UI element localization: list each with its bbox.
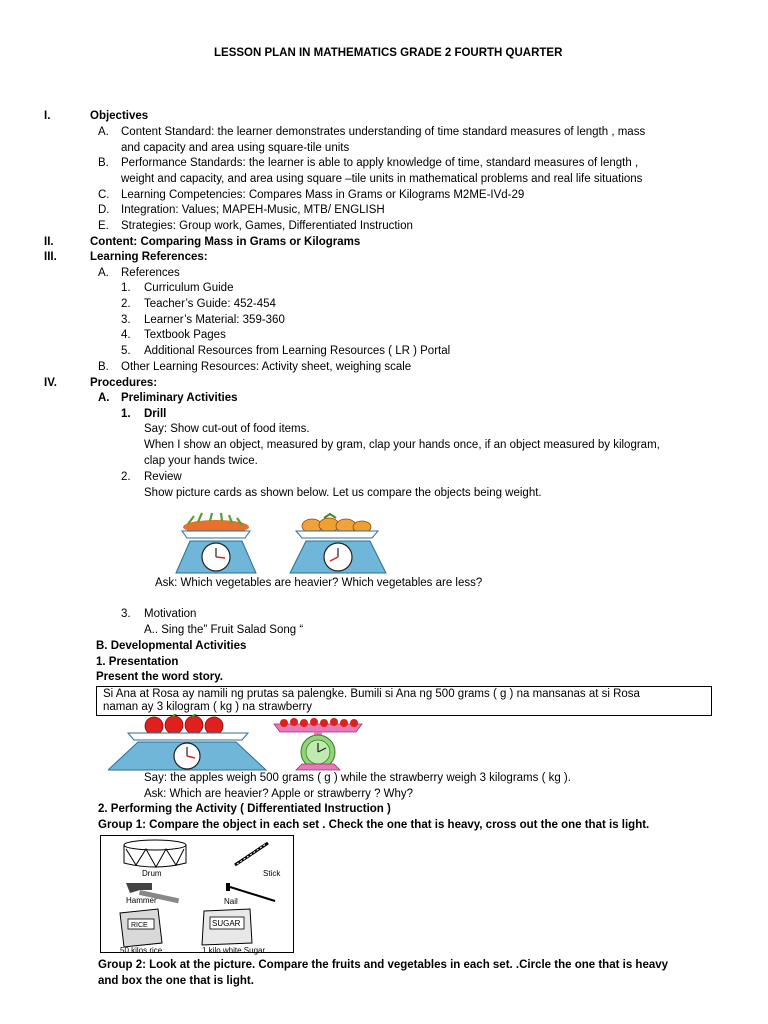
say-apples: Say: the apples weigh 500 grams ( g ) while the strawberry weigh 3 kilograms ( kg ). — [144, 772, 571, 784]
performance-standard-line2: weight and capacity, and area using square –tile units in mathematical problems and real life situations — [121, 173, 643, 185]
page-title: LESSON PLAN IN MATHEMATICS GRADE 2 FOURTH QUARTER — [214, 47, 563, 59]
objectives-heading: Objectives — [90, 110, 149, 122]
content-heading: Content: Comparing Mass in Grams or Kilograms — [90, 236, 361, 248]
group1-instructions: Group 1: Compare the object in each set . Check the one that is heavy, cross out the one that is light. — [98, 819, 650, 831]
item-letter: A. — [98, 392, 110, 404]
section-num: III. — [44, 251, 57, 263]
squash-scale — [290, 514, 386, 573]
drill-heading: Drill — [144, 408, 167, 420]
group2-instructions-line2: and box the one that is light. — [98, 975, 254, 987]
content-standard-line1: Content Standard: the learner demonstrates understanding of time standard measures of length , mass — [121, 126, 646, 138]
ref-num: 5. — [121, 345, 131, 357]
stick-label: Stick — [263, 869, 281, 878]
rice-label: 50 kilos rice — [120, 946, 163, 955]
integration: Integration: Values; MAPEH-Music, MTB/ ENGLISH — [121, 204, 385, 216]
performing-heading: 2. Performing the Activity ( Differentiated Instruction ) — [98, 803, 391, 815]
word-story-box — [96, 686, 712, 716]
ref-item: Textbook Pages — [144, 329, 226, 341]
nail-label: Nail — [224, 897, 238, 906]
rice-sack-label: RICE — [131, 922, 148, 929]
item-letter: D. — [98, 204, 110, 216]
drill-line2: clap your hands twice. — [144, 455, 258, 467]
ref-num: 1. — [121, 282, 131, 294]
section-num: IV. — [44, 377, 58, 389]
drum-label: Drum — [142, 869, 162, 878]
ref-num: 4. — [121, 329, 131, 341]
carrot-scale — [176, 513, 256, 573]
references-label: References — [121, 267, 180, 279]
ref-num: 3. — [121, 314, 131, 326]
sugar-bag-picture — [202, 909, 252, 945]
review-ask: Ask: Which vegetables are heavier? Which vegetables are less? — [155, 577, 483, 589]
ref-item: Teacher’s Guide: 452-454 — [144, 298, 276, 310]
item-letter: A. — [98, 267, 109, 279]
apple-scale — [108, 714, 266, 770]
drill-say: Say: Show cut-out of food items. — [144, 423, 310, 435]
step-num: 3. — [121, 608, 131, 620]
review-text: Show picture cards as shown below. Let us compare the objects being weight. — [144, 487, 542, 499]
word-story-line1: Si Ana at Rosa ay namili ng prutas sa palengke. Bumili si Ana ng 500 grams ( g ) na mansanas at si Rosa — [103, 688, 640, 700]
review-heading: Review — [144, 471, 182, 483]
content-standard-line2: and capacity and area using square-tile units — [121, 142, 350, 154]
presentation-heading: 1. Presentation — [96, 656, 179, 668]
references-heading: Learning References: — [90, 251, 208, 263]
other-resources: Other Learning Resources: Activity sheet, weighing scale — [121, 361, 412, 373]
item-letter: B. — [98, 361, 109, 373]
strategies: Strategies: Group work, Games, Differentiated Instruction — [121, 220, 413, 232]
procedures-heading: Procedures: — [90, 377, 158, 389]
section-num: II. — [44, 236, 54, 248]
group2-instructions-line1: Group 2: Look at the picture. Compare the fruits and vegetables in each set. .Circle the one that is heavy — [98, 959, 669, 971]
group1-worksheet — [100, 835, 294, 953]
word-story-line2: naman ay 3 kilogram ( kg ) na strawberry — [103, 701, 312, 713]
rice-sack-picture — [120, 909, 162, 947]
item-letter: B. — [98, 157, 109, 169]
performance-standard-line1: Performance Standards: the learner is able to apply knowledge of time, standard measures of length , — [121, 157, 639, 169]
step-num: 1. — [121, 408, 131, 420]
developmental-heading: B. Developmental Activities — [96, 640, 247, 652]
item-letter: A. — [98, 126, 109, 138]
ref-item: Additional Resources from Learning Resources ( LR ) Portal — [144, 345, 451, 357]
section-num: I. — [44, 110, 51, 122]
presentation-text: Present the word story. — [96, 671, 223, 683]
vegetable-scales-illustration — [172, 512, 394, 576]
step-num: 2. — [121, 471, 131, 483]
ref-num: 2. — [121, 298, 131, 310]
sugar-bag-label: SUGAR — [212, 919, 241, 928]
ask-apples: Ask: Which are heavier? Apple or strawberry ? Why? — [144, 788, 414, 800]
item-letter: E. — [98, 220, 109, 232]
ref-item: Learner’s Material: 359-360 — [144, 314, 285, 326]
motivation-heading: Motivation — [144, 608, 197, 620]
sugar-label: 1 kilo white Sugar — [202, 946, 266, 955]
item-letter: C. — [98, 189, 110, 201]
hammer-label: Hammer — [126, 896, 157, 905]
learning-competencies: Learning Competencies: Compares Mass in Grams or Kilograms M2ME-IVd-29 — [121, 189, 525, 201]
preliminary-heading: Preliminary Activities — [121, 392, 238, 404]
apple-strawberry-scales-illustration — [108, 714, 380, 772]
motivation-text: A.. Sing the” Fruit Salad Song “ — [144, 624, 304, 636]
strawberry-scale — [274, 718, 362, 770]
drill-line1: When I show an object, measured by gram, clap your hands once, if an object measured by kilogram, — [144, 439, 660, 451]
ref-item: Curriculum Guide — [144, 282, 234, 294]
